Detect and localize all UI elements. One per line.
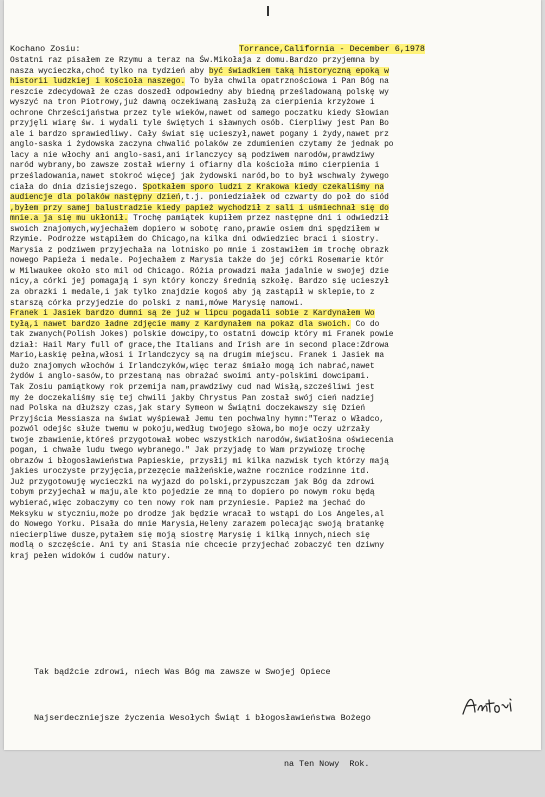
letter-line: my że doczekaliśmy się tej chwili jakby Chrystus Pan został swój cień nadziej xyxy=(10,393,375,403)
letter-line: przyjęli wiarę św. i wydali tyle świętych i sławnych osób. Cierpliwy jest Pan Bo xyxy=(10,119,389,129)
highlighted-text: Spotkałem sporo ludzi z Krakowa kiedy czekaliśmy na xyxy=(142,182,385,192)
letter-line: historii ludzkiej i kościoła naszego. To była chwila opatrznościowa i Pan Bóg na xyxy=(10,77,389,87)
letter-line: Już przygotowuję wycieczki na wyjazd do polski,przypuszczam jak Bóg da zdrowi xyxy=(10,477,375,487)
letter-line: nowego Papieża i medale. Pojechałem z Marysia także do jej córki Rosemarie któr xyxy=(10,256,385,266)
letter-line: mnie.a ja się mu ukłonił. Trochę pamiątek kupiłem przez następne dni i odwiedził xyxy=(10,214,389,224)
letter-line: wyszyć na tron Piotrowy,już dawną oczekiwaną zasłużą za cierpienia krzyżowe i xyxy=(10,98,375,108)
highlighted-text: być świadkiem taką historyczną epoką w xyxy=(208,66,389,76)
letter-line: audiencje dla polaków następny dzień,t.j. poniedziałek od czwarty do poł do siód xyxy=(10,193,389,203)
closing-wishes: Najserdeczniejsze życzenia Wesołych Świąt i błogosławieństwa Bożego xyxy=(34,713,371,723)
letter-line: tak zwanych(Polish Jokes) polskie dowcipy,to ostatni dowcip który mi Franek powie xyxy=(10,330,394,340)
letter-line: kraj pełen widoków i cudów natury. xyxy=(10,551,171,561)
letter-line: tyłą,i nawet bardzo ładne zdjęcie mamy z Kardynałem na pokaz dla swoich. Co do xyxy=(10,319,380,329)
letter-line: za obrazki i medale,i jak tylko znajdzie kogoś aby ją zastąpił w sklepie,to z xyxy=(10,288,375,298)
letter-line: twoje zbawienie,któreś przygotował wobec wszystkich narodów,światłośna oświecenia xyxy=(10,435,394,445)
letter-line: dział: Hail Mary full of grace,the Italians and Irish are in second place:Zdrowa xyxy=(10,340,389,350)
highlighted-text: ,byłem przy samej balustradzie kiedy papież wychodził z sali i uśmiechnał się do xyxy=(10,203,389,213)
letter-line: nasza wycieczka,choć tylko na tydzień aby być świadkiem taką historyczną epoką w xyxy=(10,66,389,76)
letter-line xyxy=(10,309,535,320)
letter-line: do Nowego Yorku. Pisała do mnie Marysia,Heleny zarazem polecając swoją bratankę xyxy=(10,520,385,530)
letter-line: pogan, i chwałe ludu twego wybranego." Jak przyjadę to Wam przywiozę trochę xyxy=(10,446,366,456)
letter-line: w Milwaukee około sto mil od Chicago. Różia prowadzi mała jadalnie w swojej dzie xyxy=(10,266,389,276)
letter-line: nad Polska na dłuższy czas,jak stary Symeon w Świątni doczekawszy się Dzień xyxy=(10,404,366,414)
letter-line: jakies uroczyste przyjęcia,przezęcie małżeńskie,ważne rocznice rodzinne itd. xyxy=(10,467,370,477)
letter-line: obrazów i błogosławieństwa Papieskie, przysłij mi kilka nazwisk tych którzy mają xyxy=(10,456,389,466)
highlighted-text: historii ludzkiej i kościoła naszego. xyxy=(10,77,186,87)
letter-line: Mario,Łaskię pełna,włosi i Irlandczycy są na drugim miejscu. Franek i Jasiek ma xyxy=(10,351,385,361)
letter-line: reszcie zdecydował że czas doszedł odpowiedny aby biedną prześladowaną polskę wy xyxy=(10,87,389,97)
letter-line: ciała do dnia dzisiejszego. Spotkałem sporo ludzi z Krakowa kiedy czekaliśmy na xyxy=(10,182,385,192)
letter-line: żydów i anglo-sasów,to przestaną nas obrażać swoimi anty-polskimi dowcipami. xyxy=(10,372,370,382)
letter-line: dużo znajomych włochów i Irlandczyków,więc teraz śmiało mogą ich nabrać,nawet xyxy=(10,361,375,371)
letter-line: modlą o szczęście. Ani ty ani Stasia nie chcecie przyjechać zobaczyć ten dziwny xyxy=(10,541,385,551)
highlighted-text: mnie.a ja się mu ukłonił. xyxy=(10,214,129,224)
closing-new-year: na Ten Nowy Rok. xyxy=(284,759,370,769)
letter-closing xyxy=(34,640,371,797)
letter-line: tobym przyjechał w maju,ale kto pojedzie ze mną to dopiero po nowym roku będą xyxy=(10,488,375,498)
highlighted-text: Franek i Jasiek bardzo dumni są że już w lipcu pogadali sobie z Kardynałem Wo xyxy=(10,309,375,319)
letter-body xyxy=(10,56,535,562)
letter-line: Przyjścia Messiasza na świat wyśpiewał Jemu ten pochwalny hymn:"Teraz o Władco, xyxy=(10,414,385,424)
letter-line: ochrone Chrześcijaństwa przez tyle wieków,nawet od samego poczatku kiedy Słowian xyxy=(10,108,389,118)
highlighted-text: audiencje dla polaków następny dzień xyxy=(10,193,181,203)
letter-line: Rzymie. Podrożze wstąpiłem do Chicago,na kilka dni odwiedziec braci i siostry. xyxy=(10,235,380,245)
salutation: Kochano Zosiu: xyxy=(10,44,81,54)
letter-line: ale i bardzo sprawiedliwy. Cały świat się ucieszył,nawet pogany i żydy,nawet prz xyxy=(10,129,389,139)
letter-line: Ostatni raz pisałem ze Rzymu a teraz na Św.Mikołaja z domu.Bardzo przyjemna by xyxy=(10,56,380,65)
letter-line: prześladowania,nawet stokroć więcej jak żydowski naród,bo to był wschwaly żywego xyxy=(10,172,389,182)
letter-line: naród wybrany,bo zawsze został wierny i ofiarny dla kościoła mimo cierpienia i xyxy=(10,161,380,171)
letter-page xyxy=(4,0,541,769)
dateline: Torrance,California - December 6,1978 xyxy=(239,44,425,54)
punch-mark xyxy=(267,6,269,16)
highlighted-text: tyłą,i nawet bardzo ładne zdjęcie mamy z Kardynałem na pokaz dla swoich. xyxy=(10,319,351,329)
letter-line: Marysia z podziwem przyjechała na lotnisko po mnie i zostawiłem im trochę obrazk xyxy=(10,245,389,255)
closing-line: Tak bądźcie zdrowi, niech Was Bóg ma zawsze w Swojej Opiece xyxy=(34,667,331,677)
letter-line: wybierać,więc zobaczymy co ten nowy rok nam przyniesie. Papież ma jechać do xyxy=(10,498,366,508)
letter-line: swoich znajomych,wyjechałem dopiero w sobotę rano,prawie osiem dni spędziłem w xyxy=(10,224,380,234)
letter-line: starszą córka przyjedzie do polski z nami,mówe Marysię namowi. xyxy=(10,298,304,308)
letter-line: niecierpliwe dusze,pytałem się moją siostrę Marysię i kilką innych,niech się xyxy=(10,530,370,540)
letter-line: lacy a nie włochy ani anglo-sasi,ani irlanczycy są podziwem narodów,prawdziwy xyxy=(10,150,375,160)
letter-line: Tak Zosiu pamiątkowy rok przemija nam,prawdziwy cud nad Wisłą,szcześliwi jest xyxy=(10,382,375,392)
handwritten-signature xyxy=(459,690,519,720)
letter-line: nicy,a córki jej pomagają i syn który konczy średnią szkołę. Bardzo się ucieszył xyxy=(10,277,389,287)
letter-line: anglo-saska i żydowska zaczyna chwalić polaków ze zdumienien czytamy że jednak po xyxy=(10,140,394,150)
letter-line: pozwól odejśc służe twemu w pokoju,według twojego słowa,bo moje oczy użrzały xyxy=(10,425,370,435)
letter-line xyxy=(10,204,535,215)
letter-line: Meksyku w styczniu,może po drodze jak będzie wracał to wstąpi do Los Angeles,al xyxy=(10,509,385,519)
